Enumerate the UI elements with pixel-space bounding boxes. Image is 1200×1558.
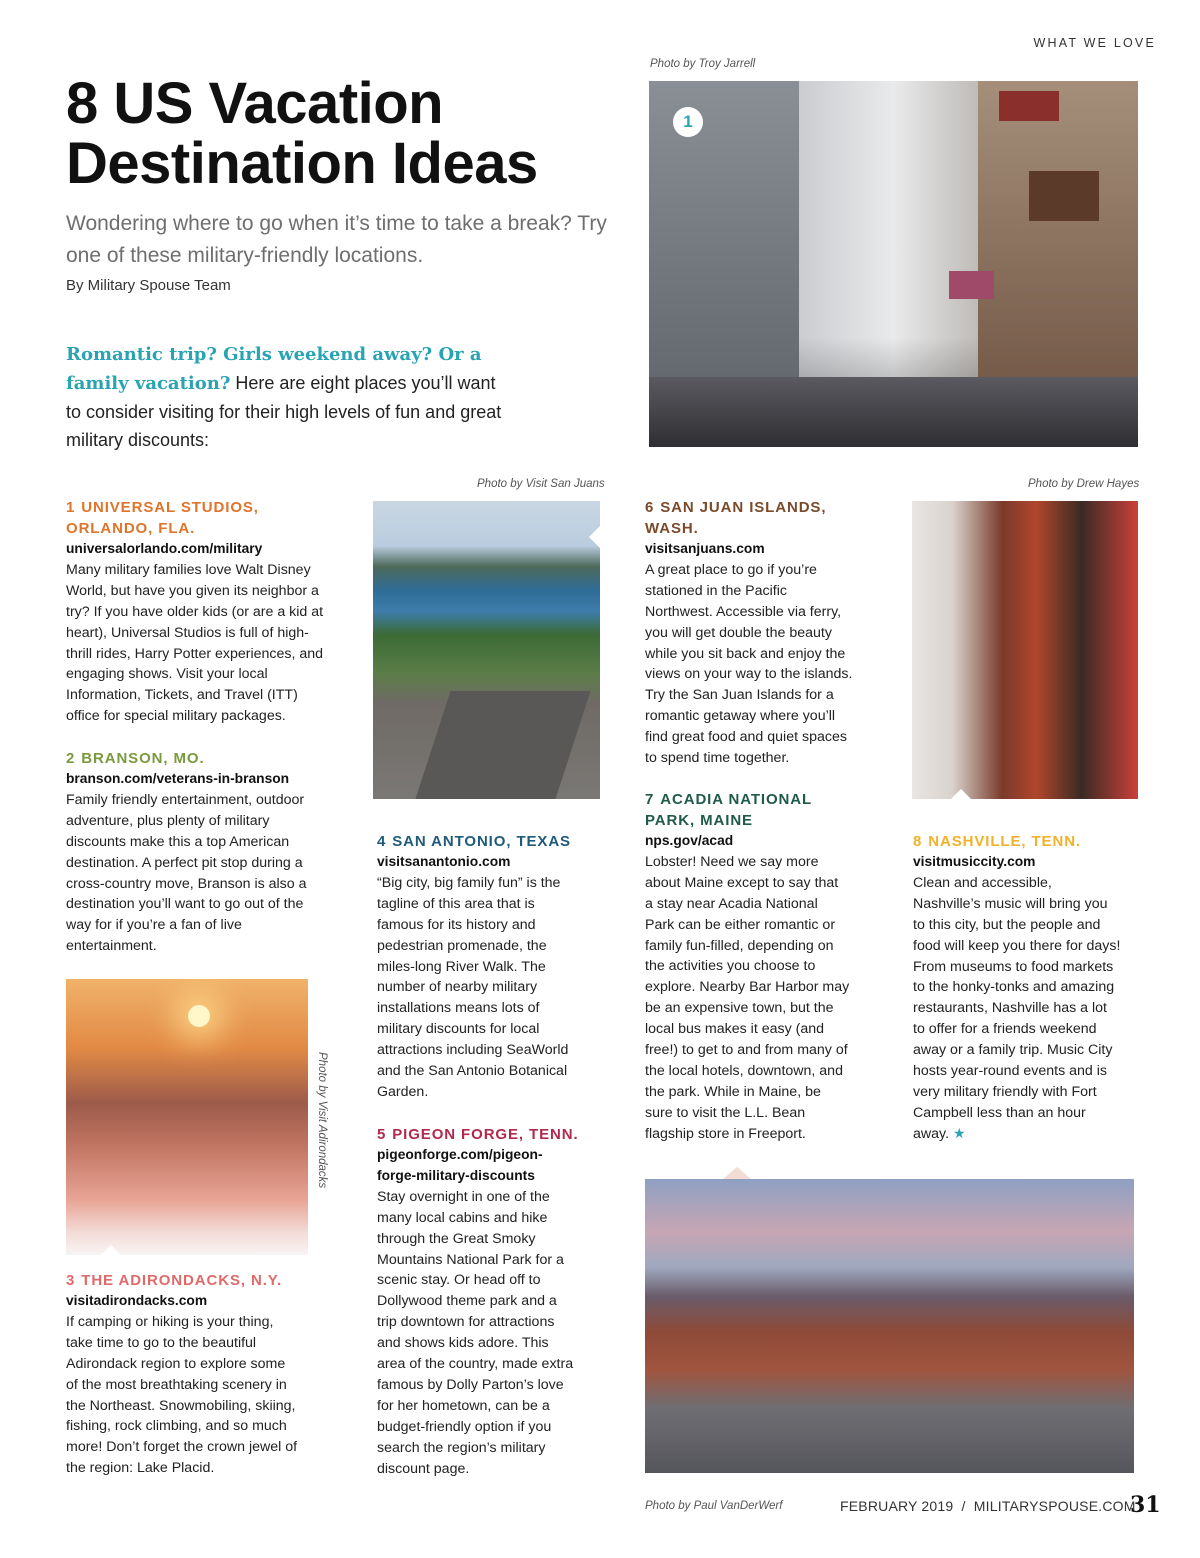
photo-credit-3: Photo by Drew Hayes [1028,478,1140,490]
destination-body: “Big city, big family fun” is the tagline of this area that is famous for its history and pedestrian promenade, the miles-long River Walk. The number of nearby military installations means lots of military discounts for local attractions including SeaWorld and the San Antonio Botanical Garden. [377,874,569,1100]
intro-rest: Here are eight places you’ll want to consider visiting for their high levels of fun and great military discounts: [66,373,502,450]
destination-body: Clean and accessible, Nashville’s music will bring you to this city, but the people and food will keep you there for days! From museums to food markets to the honky-tonks and amazing restaurants, Nashville has a lot to offer for a friends weekend away or a family trip. Music City hosts year-round events and is very military friendly with Fort Campbell less than an hour away. ★ [913,874,1121,1142]
destination-url: universalorlando.com/military [66,541,263,556]
section-tag: WHAT WE LOVE [1033,36,1156,50]
destination-body: Lobster! Need we say more about Maine except to say that a stay near Acadia National Park can be either romantic or family fun-filled, depending on the activities you choose to explore. Nearby Bar Harbor may be an expensive town, but the local bus makes it easy (and free!) to get to and from many of the local hotels, downtown, and the park. While in Maine, be sure to visit the L.L. Bean flagship store in Freeport. [645,853,850,1142]
destination-3 [66,1270,298,1479]
destination-url: pigeonforge.com/pigeon-forge-military-discounts [377,1147,543,1183]
intro-paragraph [66,340,506,454]
photo-credit-2: Photo by Visit San Juans [477,478,605,490]
destination-2 [66,748,328,957]
destination-title: 2 BRANSON, MO. [66,750,205,767]
photo-credit-4: Photo by Visit Adirondacks [316,1052,328,1189]
sunset-photo [66,979,308,1255]
destination-body: Stay overnight in one of the many local cabins and hike through the Great Smoky Mountains National Park for a scenic stay. Or head off to Dollywood theme park and a trip downtown for attractions and shows kids adore. This area of the country, made extra famous by Dolly Parton’s love for her hometown, can be a budget-friendly option if you search the region’s military discount page. [377,1188,574,1477]
photo-credit-1: Photo by Troy Jarrell [650,58,756,70]
dek: Wondering where to go when it’s time to take a break? Try one of these military-friendly locations. [66,212,607,267]
destination-body: If camping or hiking is your thing, take time to go to the beautiful Adirondack region to explore some of the most breathtaking scenery in the Northeast. Snowmobiling, skiing, fishing, rock climbing, and so much more! Don’t forget the crown jewel of the region: Lake Placid. [66,1313,298,1477]
destination-4 [377,831,577,1103]
destination-title: 5 PIGEON FORGE, TENN. [377,1126,579,1143]
photo-badge-1: 1 [673,107,703,137]
destination-url: nps.gov/acad [645,833,734,848]
star-icon: ★ [952,1125,966,1142]
destination-title: 7 ACADIA NATIONAL PARK, MAINE [645,791,812,829]
page-number: 31 [1130,1492,1161,1518]
destination-6 [645,497,857,769]
destination-5 [377,1124,577,1480]
destination-title: 3 THE ADIRONDACKS, N.Y. [66,1272,283,1289]
destination-body: Family friendly entertainment, outdoor adventure, plus plenty of military discounts make this a top American destination. A perfect pit stop during a cross-country move, Branson is also a destination you’ll want to go out of the way for if you’re a fan of live entertainment. [66,791,307,955]
destination-body: Many military families love Walt Disney World, but have you given its neighbor a try? If you have older kids (or are a kid at heart), Universal Studios is full of high-thrill rides, Harry Potter experiences, and engaging shows. Visit your local Information, Tickets, and Travel (ITT) office for special military packages. [66,561,324,725]
destination-title: 6 SAN JUAN ISLANDS, WASH. [645,499,827,537]
headline: 8 US Vacation Destination Ideas [66,71,538,196]
destination-url: visitadirondacks.com [66,1293,208,1308]
destination-title: 4 SAN ANTONIO, TEXAS [377,833,571,850]
street-photo [649,81,1138,447]
destination-1 [66,497,328,727]
byline: By Military Spouse Team [66,277,231,294]
destination-url: visitsanjuans.com [645,541,765,556]
intro-lead: Romantic trip? Girls weekend away? Or a family vacation? [66,344,482,394]
coastline-photo [645,1179,1134,1473]
destination-7 [645,789,850,1145]
destination-url: visitmusiccity.com [913,854,1036,869]
destination-url: branson.com/veterans-in-branson [66,771,290,786]
destination-url: visitsanantonio.com [377,854,511,869]
destination-8 [913,831,1121,1145]
footer-date-site: FEBRUARY 2019 / MILITARYSPOUSE.COM [840,1498,1136,1514]
destination-title: 8 NASHVILLE, TENN. [913,833,1081,850]
destination-title: 1 UNIVERSAL STUDIOS, ORLANDO, FLA. [66,499,259,537]
neon-signs-photo [912,501,1138,799]
destination-body: A great place to go if you’re stationed in the Pacific Northwest. Accessible via ferry, you will get double the beauty while you sit back and enjoy the views on your way to the islands. Try the San Juan Islands for a romantic getaway where you’ll find great food and quiet spaces to spend time together. [645,561,853,767]
harbor-photo [373,501,600,799]
photo-credit-5: Photo by Paul VanDerWerf [645,1500,783,1512]
